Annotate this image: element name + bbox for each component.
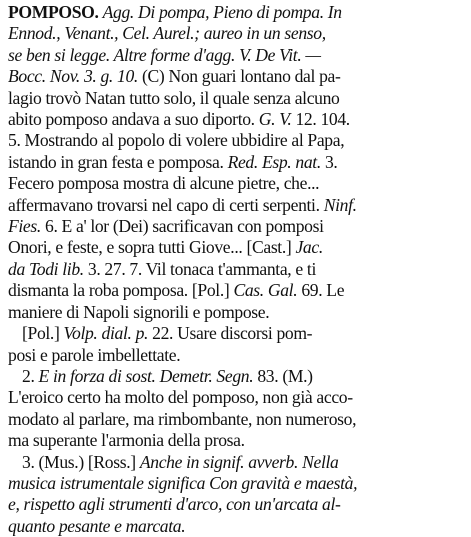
body-text: maniere di Napoli signorili e pompose. <box>8 301 270 322</box>
italic-text: Anche in signif. avverb. Nella <box>139 451 339 472</box>
italic-text: Volp. dial. p. <box>63 323 149 344</box>
italic-text: Bocc. Nov. 3. g. 10. <box>8 66 138 87</box>
body-text: istando in gran festa e pomposa. <box>8 151 228 172</box>
italic-text: Fies. <box>8 216 41 237</box>
body-text: abito pomposo andava a suo diporto. <box>8 109 259 130</box>
body-text: affermavano trovarsi nel capo di certi serpenti. <box>8 194 324 215</box>
entry-line <box>8 195 463 216</box>
body-text: lagio trovò Natan tutto solo, il quale senza alcuno <box>8 87 340 108</box>
body-text: [Pol.] <box>22 323 64 344</box>
body-text: 5. Mostrando al popolo di volere ubbidire al Papa, <box>8 130 345 151</box>
entry-line <box>8 366 463 387</box>
body-text: Onori, e feste, e sopra tutti Giove... [Cast.] <box>8 237 296 258</box>
body-text: ma superante l'armonia della prosa. <box>8 430 245 451</box>
entry-line <box>8 23 463 44</box>
body-text: Fecero pomposa mostra di alcune pietre, che... <box>8 173 320 194</box>
body-text: modato al parlare, ma rimbombante, non numeroso, <box>8 408 357 429</box>
italic-text: Red. Esp. nat. <box>227 151 321 172</box>
entry-line <box>8 452 463 473</box>
italic-text: Ninf. <box>323 194 357 215</box>
entry-line <box>8 302 463 323</box>
entry-line <box>8 387 463 408</box>
body-text: 12. 104. <box>291 109 350 130</box>
body-text: (C) Non guari lontano dal pa- <box>137 66 341 87</box>
italic-text: Cas. Gal. <box>233 280 298 301</box>
entry-line <box>8 216 463 237</box>
italic-text: G. V. <box>258 109 292 130</box>
italic-text: E in forza di sost. Demetr. Segn. <box>38 365 254 386</box>
entry-line <box>8 430 463 451</box>
entry-line <box>8 323 463 344</box>
body-text: 6. E a' lor (Dei) sacrificavan con pomposi <box>40 216 324 237</box>
entry-line <box>8 409 463 430</box>
headword: POMPOSO. <box>8 2 99 22</box>
italic-text: Agg. Di pompa, Pieno di pompa. In <box>102 2 342 22</box>
italic-text: e, rispetto agli strumenti d'arco, con un'arcata al- <box>8 494 341 515</box>
entry-line <box>8 152 463 173</box>
body-text: 83. (M.) <box>253 365 313 386</box>
italic-text: Jac. <box>295 237 323 258</box>
entry-line <box>8 130 463 151</box>
body-text: 22. Usare discorsi pom- <box>148 323 313 344</box>
entry-line <box>8 473 463 494</box>
body-text: 3. (Mus.) [Ross.] <box>22 451 140 472</box>
body-text: L'eroico certo ha molto del pomposo, non già acco- <box>8 387 353 408</box>
entry-line <box>8 2 463 23</box>
entry-line <box>8 88 463 109</box>
italic-text: musica istrumentale significa Con gravità e maestà, <box>8 472 358 493</box>
entry-line <box>8 516 463 537</box>
entry-line <box>8 259 463 280</box>
italic-text: Ennod., Venant., Cel. Aurel.; aureo in un senso, <box>8 23 326 44</box>
entry-line <box>8 45 463 66</box>
body-text: 2. <box>22 365 39 386</box>
italic-text: se ben si legge. Altre forme d'agg. V. De Vit. — <box>8 44 321 65</box>
entry-line <box>8 280 463 301</box>
italic-text: quanto pesante e marcata. <box>8 515 186 536</box>
body-text: dismanta la roba pomposa. [Pol.] <box>8 280 234 301</box>
body-text: 3. 27. 7. Vil tonaca t'ammanta, e ti <box>83 258 316 279</box>
entry-line <box>8 494 463 515</box>
entry-line <box>8 173 463 194</box>
italic-text: da Todi lib. <box>8 258 84 279</box>
entry-line <box>8 66 463 87</box>
body-text: posi e parole imbellettate. <box>8 344 181 365</box>
entry-line <box>8 109 463 130</box>
body-text: 69. Le <box>297 280 345 301</box>
entry-line <box>8 237 463 258</box>
body-text: 3. <box>320 151 338 172</box>
entry-line <box>8 345 463 366</box>
